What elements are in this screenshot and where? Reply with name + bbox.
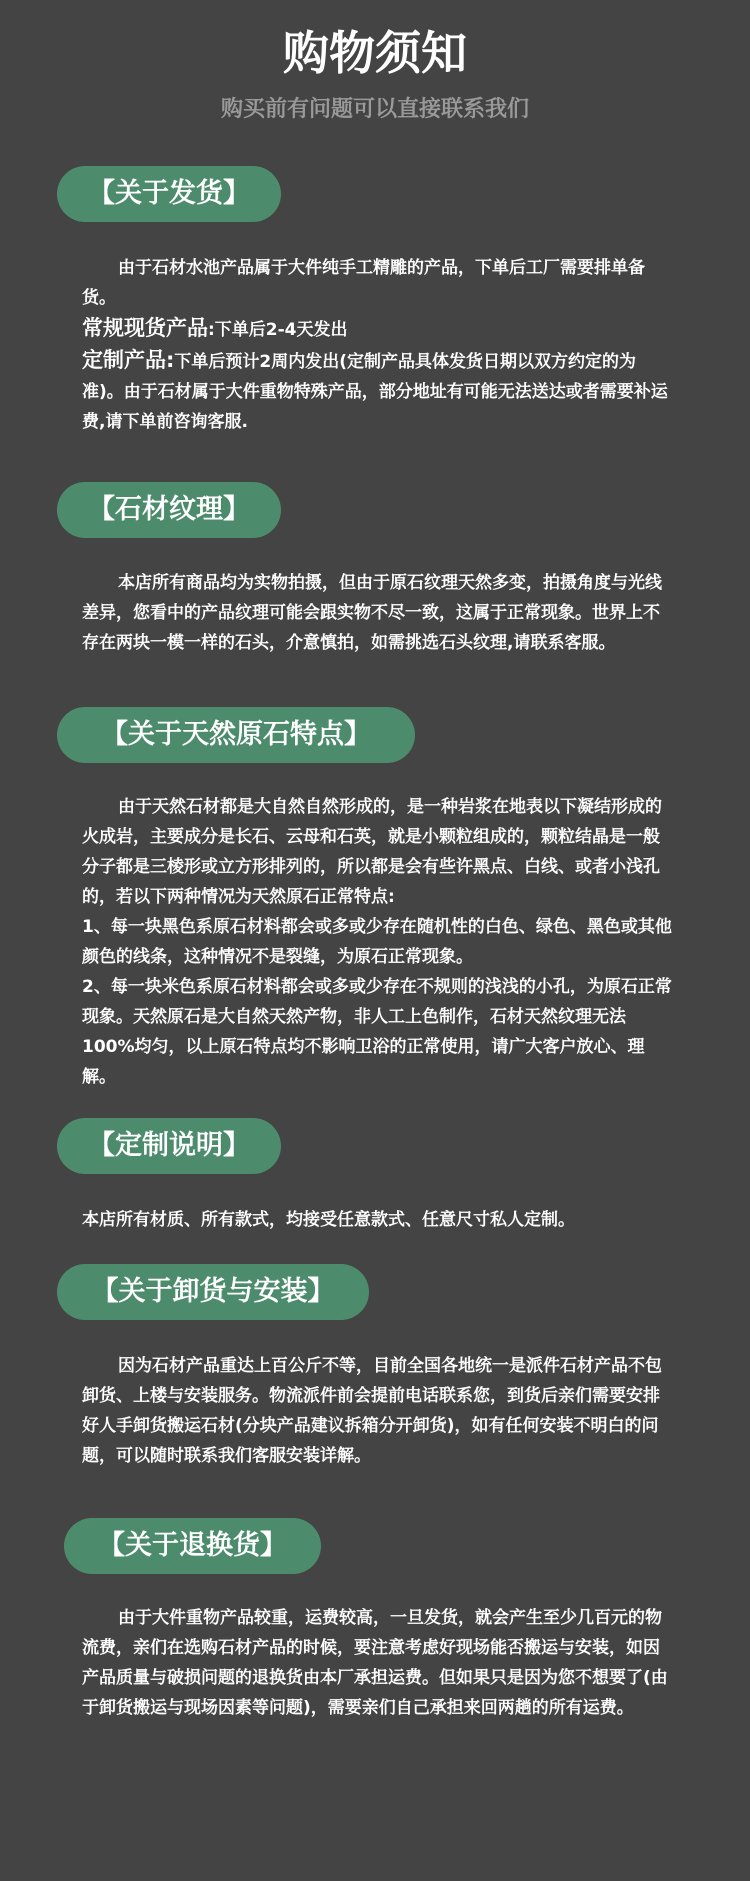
- section-heading-unloading: 【关于卸货与安装】: [57, 1264, 369, 1320]
- section-heading-returns: 【关于退换货】: [64, 1518, 321, 1574]
- custom-text: 本店所有材质、所有款式，均接受任意款式、任意尺寸私人定制。: [82, 1210, 575, 1230]
- shipping-intro: 由于石材水池产品属于大件纯手工精雕的产品，下单后工厂需要排单备货。: [82, 258, 645, 308]
- returns-text: 由于大件重物产品较重，运费较高，一旦发货，就会产生至少几百元的物流费，亲们在选购石材产品的时候，要注意考虑好现场能否搬运与安装，如因产品质量与破损问题的退换货由本厂承担运费。但如果只是因为您不想要了(由于卸货搬运与现场因素等问题)，需要亲们自己承担来回两趟的所有运费。: [82, 1608, 668, 1718]
- natural-stone-text: 由于天然石材都是大自然自然形成的，是一种岩浆在地表以下凝结形成的火成岩，主要成分是长石、云母和石英，就是小颗粒组成的，颗粒结晶是一般分子都是三棱形或立方形排列的，所以都是会有些许黑点、白线、或者小浅孔的，若以下两种情况为天然原石正常特点:: [82, 797, 662, 907]
- page-title: 购物须知: [283, 26, 467, 80]
- section-body-custom: [82, 1205, 672, 1235]
- section-body-shipping: [82, 253, 672, 437]
- natural-stone-point-2: 2、每一块米色系原石材料都会或多或少存在不规则的浅浅的小孔，为原石正常现象。天然原石是大自然天然产物，非人工上色制作，石材天然纹理无法100%均匀，以上原石特点均不影响卫浴的正常使用，请广大客户放心、理解。: [82, 977, 672, 1087]
- section-heading-texture: 【石材纹理】: [57, 482, 281, 538]
- page-subtitle: 购买前有问题可以直接联系我们: [220, 97, 529, 122]
- section-heading-natural-stone: 【关于天然原石特点】: [57, 707, 415, 763]
- shipping-custom-label: 定制产品:: [82, 348, 175, 372]
- shipping-custom: [82, 345, 672, 437]
- shipping-regular-text: :下单后2-4天发出: [208, 320, 348, 340]
- section-body-natural-stone: [82, 792, 672, 1092]
- natural-stone-point-1: 1、每一块黑色系原石材料都会或多或少存在随机性的白色、绿色、黑色或其他颜色的线条，这种情况不是裂缝，为原石正常现象。: [82, 917, 672, 967]
- texture-text: 本店所有商品均为实物拍摄，但由于原石纹理天然多变，拍摄角度与光线差异，您看中的产品纹理可能会跟实物不尽一致，这属于正常现象。世界上不存在两块一模一样的石头，介意慎拍，如需挑选石头纹理,请联系客服。: [82, 573, 662, 653]
- unloading-text: 因为石材产品重达上百公斤不等，目前全国各地统一是派件石材产品不包卸货、上楼与安装服务。物流派件前会提前电话联系您，到货后亲们需要安排好人手卸货搬运石材(分块产品建议拆箱分开卸货)，如有任何安装不明白的问题，可以随时联系我们客服安装详解。: [82, 1356, 662, 1466]
- shipping-custom-text: 下单后预计2周内发出(定制产品具体发货日期以双方约定的为准)。由于石材属于大件重物特殊产品，部分地址有可能无法送达或者需要补运费,请下单前咨询客服.: [82, 352, 668, 432]
- section-body-returns: [82, 1603, 672, 1723]
- section-heading-shipping: 【关于发货】: [57, 166, 281, 222]
- shipping-regular-label: 常规现货产品: [82, 316, 208, 340]
- section-heading-custom: 【定制说明】: [57, 1118, 281, 1174]
- section-body-texture: [82, 568, 672, 658]
- shipping-regular: [82, 313, 672, 345]
- section-body-unloading: [82, 1351, 672, 1471]
